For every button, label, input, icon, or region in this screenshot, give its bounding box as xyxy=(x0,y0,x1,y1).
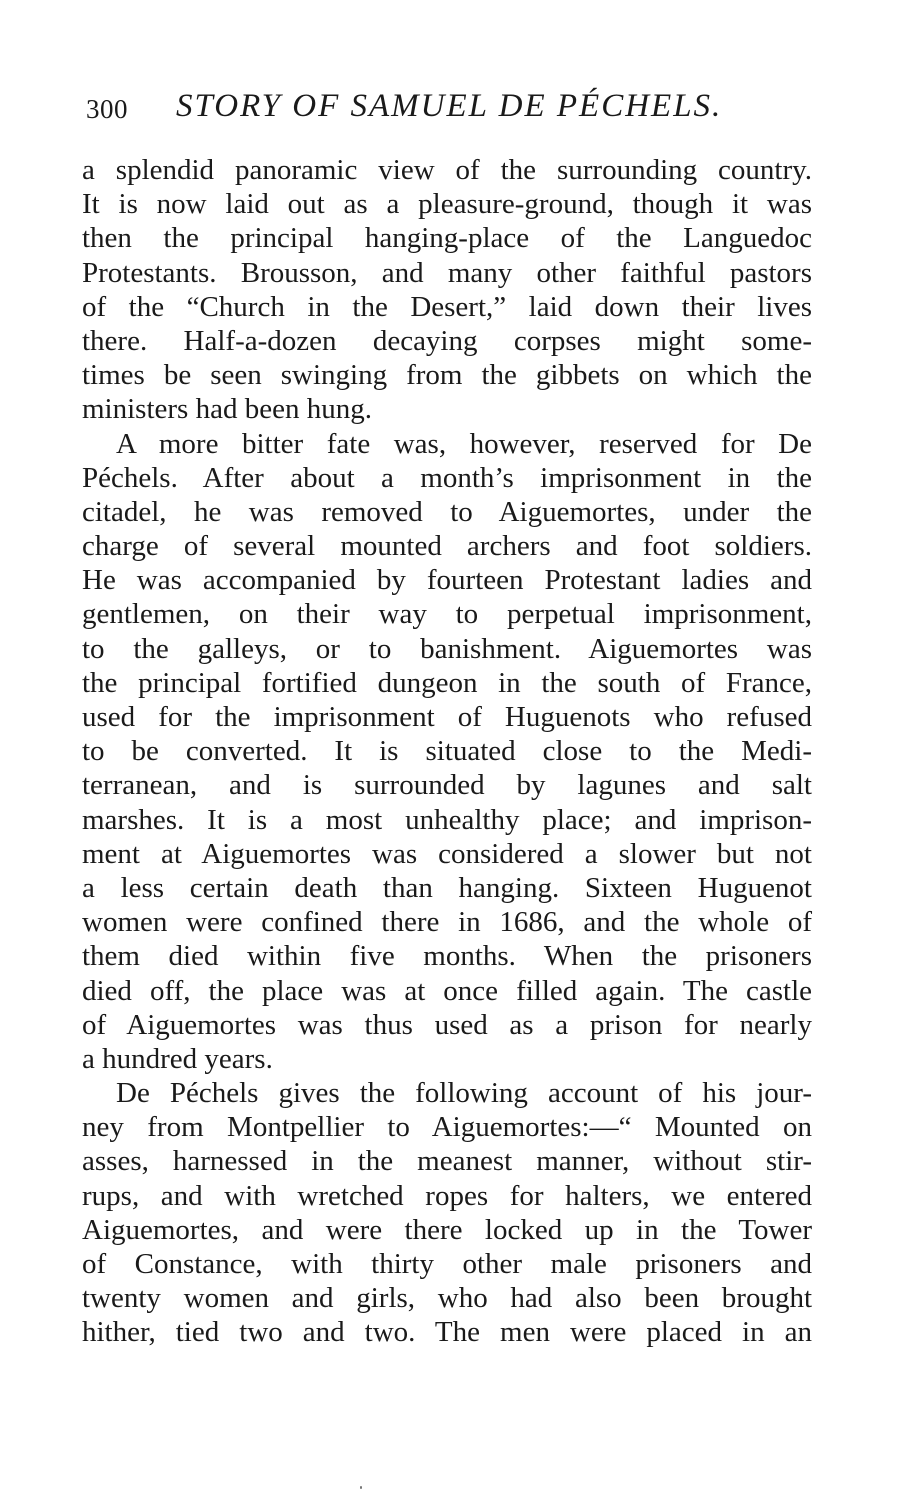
text-line: rups, and with wretched ropes for halters, we entered xyxy=(82,1179,812,1212)
text-line: marshes. It is a most unhealthy place; and imprison- xyxy=(82,803,812,836)
text-line: twenty women and girls, who had also been brought xyxy=(82,1282,812,1315)
ink-speck xyxy=(360,1486,362,1489)
body-text xyxy=(82,153,812,1350)
text-line: them died within five months. When the prisoners xyxy=(82,940,812,973)
running-head xyxy=(86,88,806,132)
text-line: ministers had been hung. xyxy=(82,393,372,426)
text-line: A more bitter fate was, however, reserved for De xyxy=(116,427,812,460)
text-line: terranean, and is surrounded by lagunes and salt xyxy=(82,769,812,802)
text-line: De Péchels gives the following account of his jour- xyxy=(116,1077,812,1110)
text-line: Péchels. After about a month’s imprisonment in the xyxy=(82,461,812,494)
paragraph-2 xyxy=(82,427,812,1077)
page-number: 300 xyxy=(86,94,128,124)
text-line: to the galleys, or to banishment. Aiguemortes was xyxy=(82,632,812,665)
text-line: of Constance, with thirty other male prisoners and xyxy=(82,1248,812,1280)
text-line: ment at Aiguemortes was considered a slower but not xyxy=(82,837,812,870)
text-line: then the principal hanging-place of the Languedoc xyxy=(82,222,812,255)
text-line: times be seen swinging from the gibbets on which the xyxy=(82,359,812,392)
text-line: ney from Montpellier to Aiguemortes:—“ Mounted on xyxy=(82,1111,812,1144)
text-line: asses, harnessed in the meanest manner, without stir- xyxy=(82,1145,812,1178)
text-line: of Aiguemortes was thus used as a prison for nearly xyxy=(82,1008,812,1041)
text-line: there. Half-a-dozen decaying corpses might some- xyxy=(82,324,812,357)
paragraph-3 xyxy=(82,1076,812,1350)
text-line: hither, tied two and two. The men were placed in an xyxy=(82,1316,812,1349)
text-line: charge of several mounted archers and foot soldiers. xyxy=(82,530,812,563)
text-line: women were confined there in 1686, and the whole of xyxy=(82,906,812,939)
text-line: citadel, he was removed to Aiguemortes, under the xyxy=(82,495,812,528)
text-line: a less certain death than hanging. Sixteen Huguenot xyxy=(82,871,812,904)
text-line: gentlemen, on their way to perpetual imprisonment, xyxy=(82,598,812,631)
text-line: He was accompanied by fourteen Protestant ladies and xyxy=(82,564,812,597)
text-line: to be converted. It is situated close to the Medi- xyxy=(82,735,812,768)
text-line: the principal fortified dungeon in the south of France, xyxy=(82,666,812,699)
paragraph-1 xyxy=(82,153,812,427)
running-title: STORY OF SAMUEL DE PÉCHELS. xyxy=(176,88,723,124)
text-line: Aiguemortes, and were there locked up in the Tower xyxy=(82,1213,812,1246)
text-line: It is now laid out as a pleasure-ground, though it was xyxy=(82,188,812,221)
text-line: of the “Church in the Desert,” laid down their lives xyxy=(82,290,812,323)
text-line: a hundred years. xyxy=(82,1042,273,1075)
text-line: Protestants. Brousson, and many other faithful pastors xyxy=(82,256,812,289)
text-line: used for the imprisonment of Huguenots who refused xyxy=(82,701,812,733)
text-line: a splendid panoramic view of the surrounding country. xyxy=(82,154,812,186)
text-line: died off, the place was at once filled again. The castle xyxy=(82,974,812,1007)
